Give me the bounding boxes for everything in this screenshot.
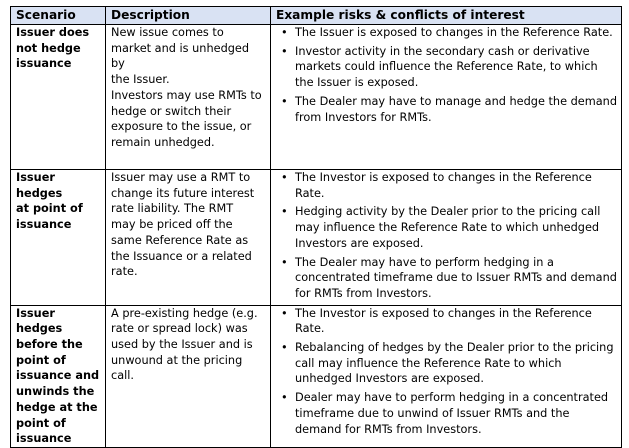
header-risks: Example risks & conflicts of interest [271, 7, 622, 25]
description-text: Issuer may use a RMT to change its future interest rate liability. The RMT may be priced off the same Reference Rate as the Issuance or a related rate. [111, 171, 255, 279]
description-cell [106, 305, 271, 447]
risk-scenario-table [10, 6, 622, 448]
risk-item: • Investor activity in the secondary cash or derivative markets could influence the Reference Rate, to which the Issuer is exposed. [295, 44, 617, 91]
risks-cell [271, 170, 622, 306]
risk-item: • The Dealer may have to perform hedging in a concentrated timeframe due to Issuer RMTs and demand for RMTs from Investors. [295, 255, 617, 302]
risk-list [276, 170, 617, 302]
document-page [10, 6, 622, 448]
description-cell [106, 25, 271, 170]
scenario-cell [11, 25, 106, 170]
scenario-text: Issuer hedges before the point of issuance and unwinds the hedge at the point of issuance [16, 306, 100, 446]
risk-item: • Hedging activity by the Dealer prior to the pricing call may influence the Reference Rate to which unhedged Investors are exposed. [295, 204, 617, 251]
scenario-text: Issuer hedges at point of issuance [16, 171, 83, 232]
scenario-cell [11, 170, 106, 306]
description-text: A pre-existing hedge (e.g. rate or spread lock) was used by the Issuer and is unwound at the pricing call. [111, 306, 258, 383]
risk-list [276, 306, 617, 438]
risk-item: • Rebalancing of hedges by the Dealer prior to the pricing call may influence the Reference Rate to which unhedged Investors are exposed. [295, 340, 617, 387]
description-cell [106, 170, 271, 306]
table-row [11, 170, 622, 306]
risk-item: • Dealer may have to perform hedging in a concentrated timeframe due to unwind of Issuer RMTs and the demand for RMTs from Investors. [295, 390, 617, 437]
risk-list [276, 25, 617, 125]
risks-cell [271, 305, 622, 447]
scenario-text: Issuer does not hedge issuance [16, 26, 90, 71]
risk-item: • The Dealer may have to manage and hedge the demand from Investors for RMTs. [295, 94, 617, 125]
header-scenario: Scenario [11, 7, 106, 25]
risks-cell [271, 25, 622, 170]
scenario-cell [11, 305, 106, 447]
table-row [11, 305, 622, 447]
risk-item: • The Investor is exposed to changes in the Reference Rate. [295, 306, 617, 337]
description-text: New issue comes to market and is unhedged by the Issuer. Investors may use RMTs to hedge or switch their exposure to the issue, or remain unhedged. [111, 26, 262, 149]
risk-item: • The Investor is exposed to changes in the Reference Rate. [295, 170, 617, 201]
table-header-row [11, 7, 622, 25]
risk-item: • The Issuer is exposed to changes in the Reference Rate. [295, 25, 617, 41]
table-row [11, 25, 622, 170]
header-description: Description [106, 7, 271, 25]
